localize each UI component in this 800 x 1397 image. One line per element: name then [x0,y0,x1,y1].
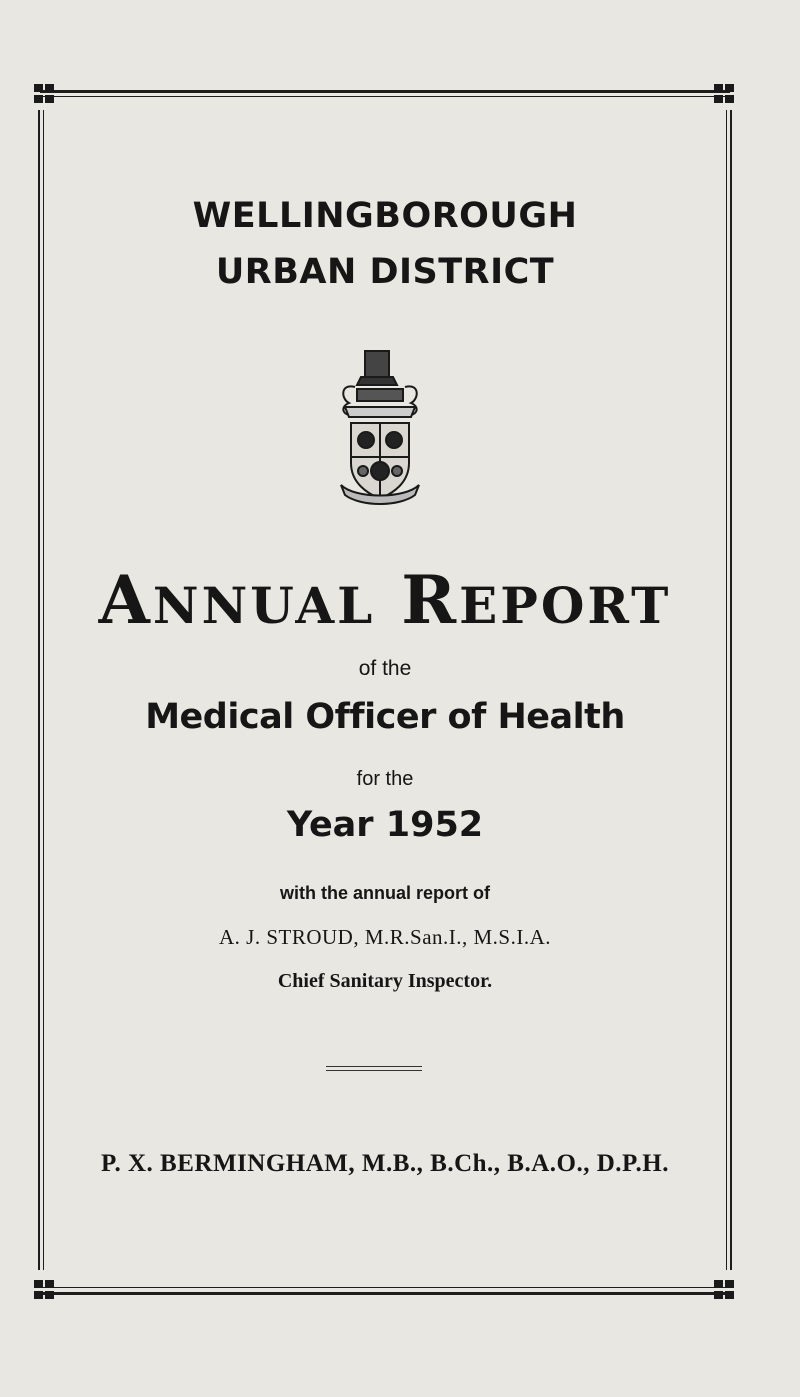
report-heading-initial-r: R [401,561,460,639]
report-heading-initial-a: A [98,561,153,639]
divider-rule [326,1066,422,1067]
district-title-line2: URBAN DISTRICT [215,252,555,292]
inspector-name: A. J. STROUD, M.R.San.I., M.S.I.A. [218,925,552,949]
coat-of-arms-icon [335,345,425,505]
report-heading-word1-rest: NNUAL [152,576,376,635]
with-report-text: with the annual report of [280,883,490,903]
divider-rule-lower [326,1070,422,1071]
for-the-text: for the [356,768,414,790]
border-bottom-line [40,1292,730,1295]
report-heading [40,560,730,646]
border-top-line-inner [40,96,730,97]
inspector-title: Chief Sanitary Inspector. [277,970,493,992]
of-the-text: of the [358,657,412,680]
report-heading-word2-rest: EPORT [459,576,672,635]
year-heading: Year 1952 [286,805,484,845]
corner-ornament-bottom-left [34,1280,54,1299]
corner-ornament-top-left [34,84,54,103]
border-top-line [40,90,730,93]
district-title [40,188,730,300]
corner-ornament-top-right [714,84,734,103]
author-name: P. X. BERMINGHAM, M.B., B.Ch., B.A.O., D.P.H. [101,1150,669,1177]
border-bottom-line-inner [40,1287,730,1288]
medical-officer-heading: Medical Officer of Health [145,697,625,737]
district-title-line1: WELLINGBOROUGH [192,196,578,236]
corner-ornament-bottom-right [714,1280,734,1299]
border-right-line [730,110,732,1270]
